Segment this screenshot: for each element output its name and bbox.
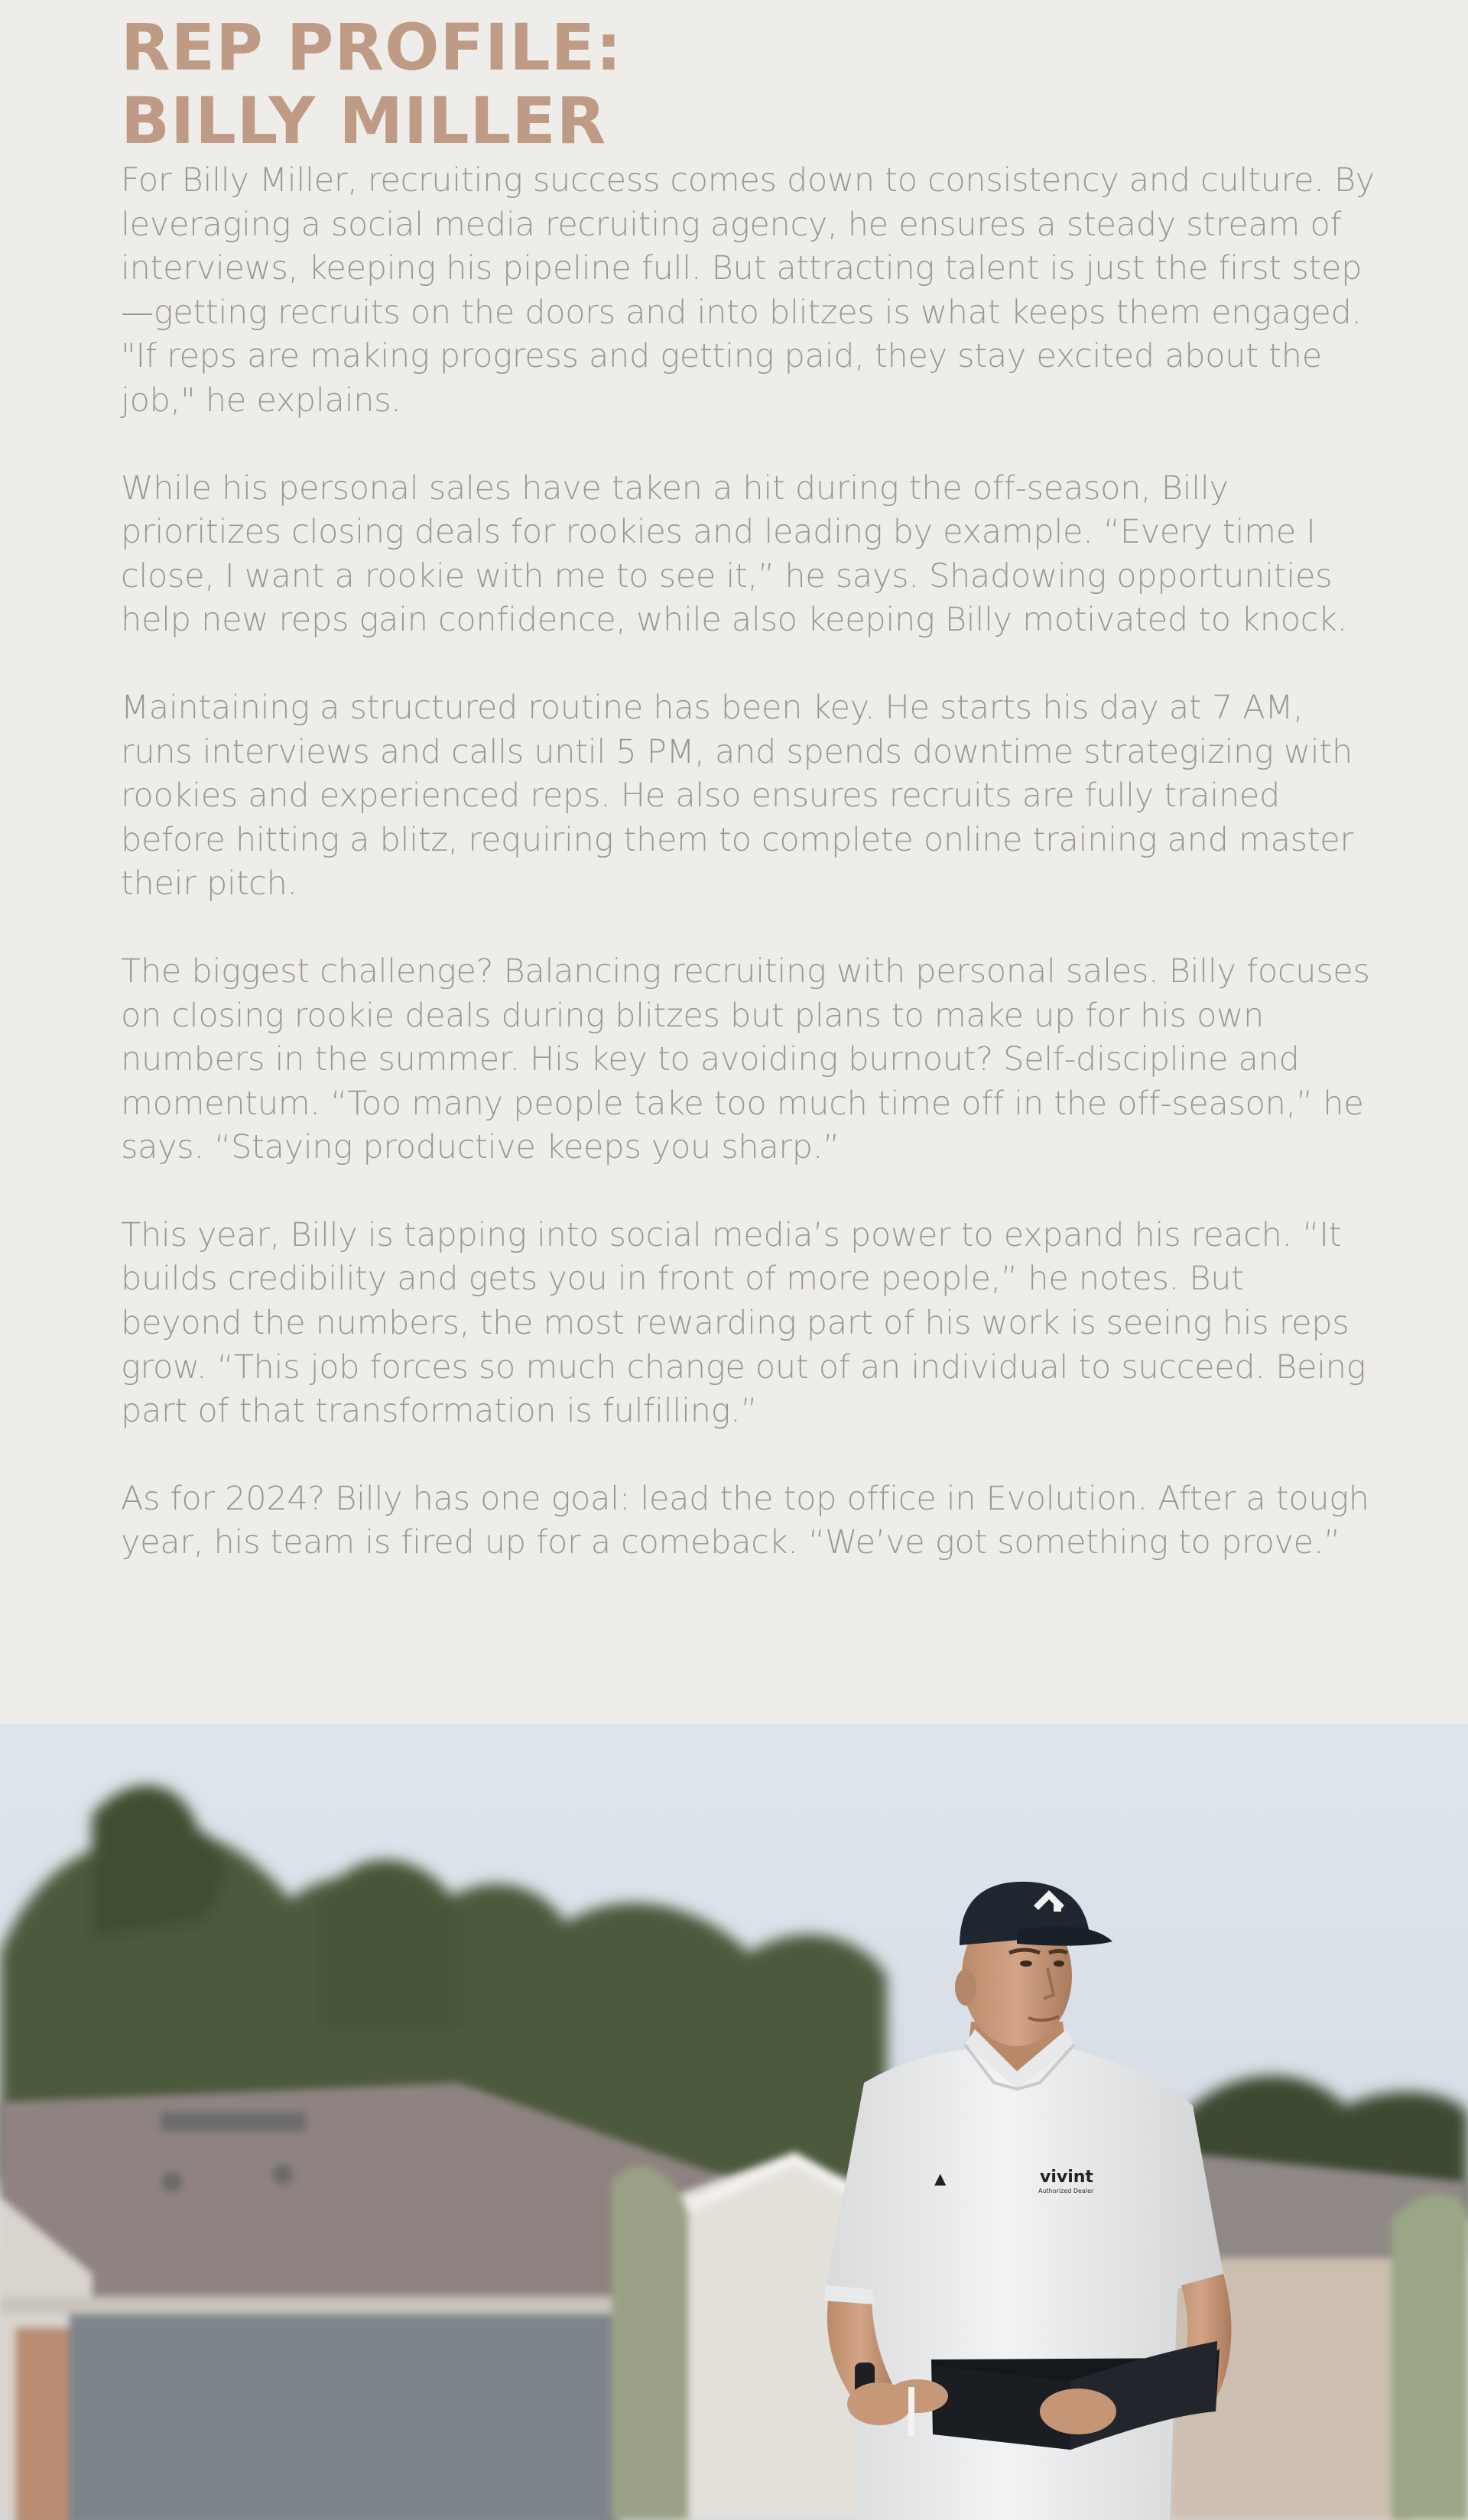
paragraph: The biggest challenge? Balancing recruiting with personal sales. Billy focuses on closing rookie deals during blitzes but plans to make up for his own numbers in the summer. His key to avoiding burnout? Self-discipline and momentum. “Too many people take too much time off in the off-season,” he says. “Staying productive keeps you sharp.” xyxy=(121,952,1370,1167)
paragraph: While his personal sales have taken a hit during the off-season, Billy prioritizes closing deals for rookies and leading by example. “Every time I close, I want a rookie with me to see it,” he says. Shadowing opportunities help new reps gain confidence, while also keeping Billy motivated to knock. xyxy=(121,469,1348,640)
article-body xyxy=(121,159,1375,1565)
paragraph: For Billy Miller, recruiting success comes down to consistency and culture. By leveraging a social media recruiting agency, he ensures a steady stream of interviews, keeping his pipeline full. But attracting talent is just the first step—getting recruits on the doors and into blitzes is what keeps them engaged. "If reps are making progress and getting paid, they stay excited about the job," he explains. xyxy=(121,161,1375,420)
article xyxy=(121,11,1375,1609)
paragraph: As for 2024? Billy has one goal: lead the top office in Evolution. After a tough year, his team is fired up for a comeback. “We’ve got something to prove.” xyxy=(121,1479,1369,1562)
shirt-logo-subtext: Authorized Dealer xyxy=(1038,2188,1094,2194)
shirt-logo: vivint xyxy=(1040,2168,1093,2187)
title-line-2: BILLY MILLER xyxy=(121,83,607,158)
paragraph: This year, Billy is tapping into social media’s power to expand his reach. “It builds credibility and gets you in front of more people,” he notes. But beyond the numbers, the most rewarding part of his work is seeing his reps grow. “This job forces so much change out of an individual to succeed. Being part of that transformation is fulfilling.” xyxy=(121,1215,1366,1431)
page-title xyxy=(121,11,1375,157)
rep-photo xyxy=(0,1724,1468,2520)
title-line-1: REP PROFILE: xyxy=(121,10,622,85)
paragraph: Maintaining a structured routine has been key. He starts his day at 7 AM, runs interviews and calls until 5 PM, and spends downtime strategizing with rookies and experienced reps. He also ensures recruits are fully trained before hitting a blitz, requiring them to complete online training and master their pitch. xyxy=(121,688,1353,903)
svg-text:▲: ▲ xyxy=(934,2169,947,2188)
